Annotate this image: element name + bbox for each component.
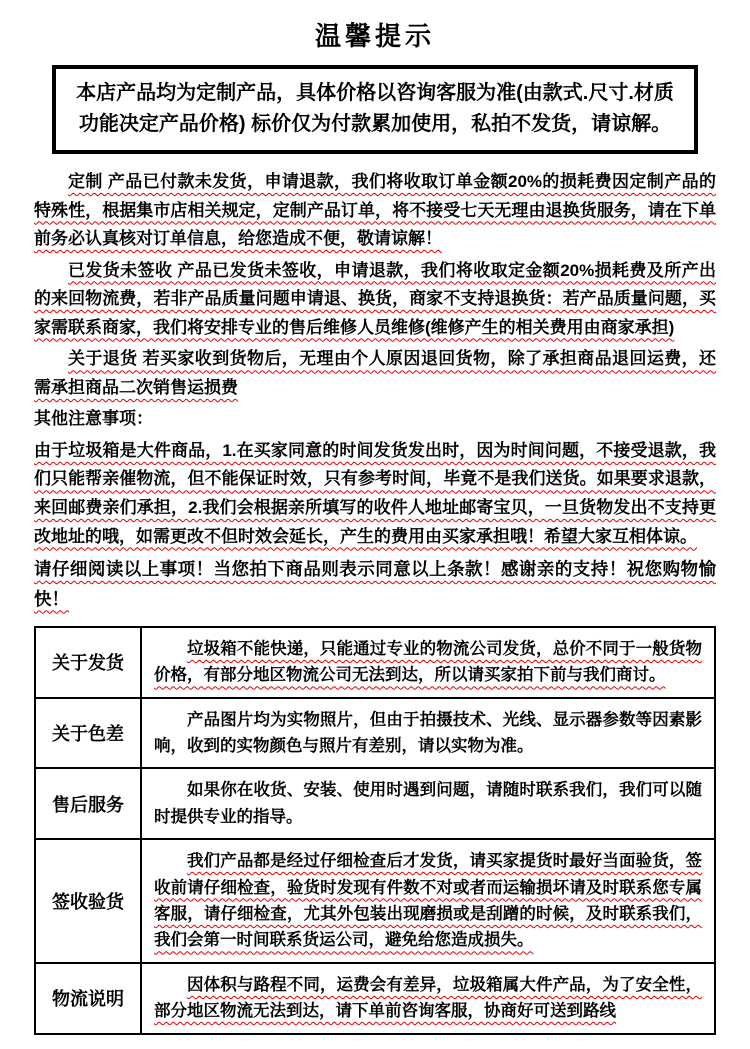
row-content-inspection: 我们产品都是经过仔细检查后才发货，请买家提货时最好当面验货，签收前请仔细检查，验货时发现有件数不对或者而运输损坏请及时联系您专属客服，请仔细检查，尤其外包装出现磨损或是刮蹭的时候，及时联系我们，我们会第一时间联系货运公司，避免给您造成损失。 bbox=[141, 839, 715, 963]
page-title: 温馨提示 bbox=[314, 21, 435, 51]
paragraph-shipped-unsigned: 已发货未签收 产品已发货未签收，申请退款，我们将收取定金额20%损耗费及所产出的来回物流费，若非产品质量问题申请退、换货，商家不支持退换货：若产品质量问题，买家需联系商家，我们将安排专业的售后维修人员维修(维修产生的相关费用由商家承担) bbox=[34, 260, 716, 337]
row-label-color-difference: 关于色差 bbox=[35, 698, 141, 769]
notice-box bbox=[52, 65, 698, 154]
paragraph-other-notes-heading: 其他注意事项： bbox=[34, 409, 153, 429]
paragraph-custom-order-refund: 定制 产品已付款未发货，申请退款，我们将收取订单金额20%的损耗费因定制产品的特殊性，根据集市店相关规定，定制产品订单，将不接受七天无理由退换货服务，请在下单前务必认真核对订单信息，给您造成不便，敬请谅解！ bbox=[34, 172, 716, 249]
table-row-shipping bbox=[35, 627, 715, 698]
notice-box-line-1: 本店产品均为定制产品，具体价格以咨询客服为准(由款式.尺寸.材质 bbox=[76, 82, 674, 104]
notice-body bbox=[34, 168, 716, 614]
table-row-inspection bbox=[35, 839, 715, 963]
paragraph-large-item-notes: 由于垃圾箱是大件商品，1.在买家同意的时间发货发出时，因为时间问题，不接受退款，我们只能帮亲催物流，但不能保证时效，只有参考时间，毕竟不是我们送货。如果要求退款，来回邮费亲们承担，2.我们会根据亲所填写的收件人地址邮寄宝贝，一旦货物发出不支持更改地址的哦，如需更改不但时效会延长，产生的费用由买家承担哦！希望大家互相体谅。 bbox=[34, 440, 716, 546]
row-label-after-sales: 售后服务 bbox=[35, 768, 141, 839]
table-row-after-sales bbox=[35, 768, 715, 839]
row-label-logistics: 物流说明 bbox=[35, 963, 141, 1034]
paragraph-return-policy: 关于退货 若买家收到货物后，无理由个人原因退回货物，除了承担商品退回运费，还需承担商品二次销售运损费 bbox=[34, 349, 716, 397]
shipping-info-table bbox=[34, 626, 716, 1035]
table-row-logistics bbox=[35, 963, 715, 1034]
row-content-logistics: 因体积与路程不同，运费会有差异，垃圾箱属大件产品，为了安全性，部分地区物流无法到达，请下单前咨询客服，协商好可送到路线 bbox=[141, 963, 715, 1034]
paragraph-read-agreement: 请仔细阅读以上事项！当您拍下商品则表示同意以上条款！感谢亲的支持！祝您购物愉快！ bbox=[34, 559, 716, 609]
row-label-inspection: 签收验货 bbox=[35, 839, 141, 963]
row-label-shipping: 关于发货 bbox=[35, 627, 141, 698]
row-content-after-sales: 如果你在收货、安装、使用时遇到问题，请随时联系我们，我们可以随时提供专业的指导。 bbox=[141, 768, 715, 839]
row-content-color-difference: 产品图片均为实物照片，但由于拍摄技术、光线、显示器参数等因素影响，收到的实物颜色与照片有差别，请以实物为准。 bbox=[141, 698, 715, 769]
table-row-color-difference bbox=[35, 698, 715, 769]
row-content-shipping: 垃圾箱不能快递，只能通过专业的物流公司发货，总价不同于一般货物价格，有部分地区物流公司无法到达，所以请买家拍下前与我们商讨。 bbox=[141, 627, 715, 698]
notice-box-line-2: 功能决定产品价格) 标价仅为付款累加使用，私拍不发货，请谅解。 bbox=[78, 113, 672, 135]
